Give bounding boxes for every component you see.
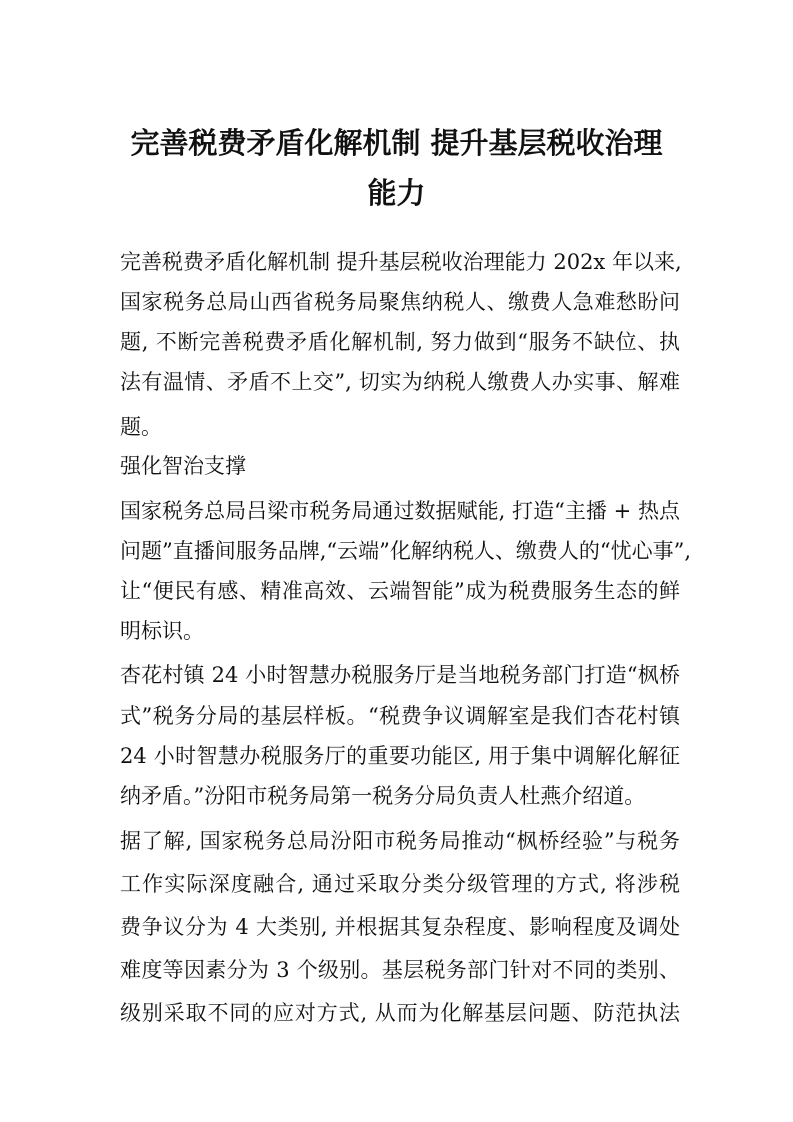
title-line: 能力 <box>367 176 426 210</box>
text-line: 题, 不断完善税费矛盾化解机制, 努力做到“服务不缺位、执 <box>120 330 680 354</box>
text-line: 问题”直播间服务品牌,“云端”化解纳税人、缴费人的“忧心事”, <box>120 539 692 563</box>
text-line: 纳矛盾。”汾阳市税务局第一税务分局负责人杜燕介绍道。 <box>120 784 646 808</box>
text-line: 式”税务分局的基层样板。“税费争议调解室是我们杏花村镇 <box>120 704 680 728</box>
text-line: 让“便民有感、精准高效、云端智能”成为税费服务生态的鲜 <box>120 579 680 603</box>
text-line: 完善税费矛盾化解机制 提升基层税收治理能力 202x 年以来, <box>120 250 682 274</box>
text-line: 据了解, 国家税务总局汾阳市税务局推动“枫桥经验”与税务 <box>120 829 680 853</box>
text-line: 明标识。 <box>120 619 204 643</box>
text-line: 题。 <box>120 415 162 439</box>
text-line: 国家税务总局吕梁市税务局通过数据赋能, 打造“主播 + 热点 <box>120 499 680 523</box>
title-line: 完善税费矛盾化解机制 提升基层税收治理 <box>130 126 663 160</box>
text-line: 国家税务总局山西省税务局聚焦纳税人、缴费人急难愁盼问 <box>120 290 680 314</box>
text-line: 法有温情、矛盾不上交”, 切实为纳税人缴费人办实事、解难 <box>120 370 680 394</box>
text-line: 杏花村镇 24 小时智慧办税服务厅是当地税务部门打造“枫桥 <box>120 663 680 687</box>
text-line: 级别采取不同的应对方式, 从而为化解基层问题、防范执法 <box>120 1001 680 1025</box>
text-line: 24 小时智慧办税服务厅的重要功能区, 用于集中调解化解征 <box>120 744 680 768</box>
section-heading: 强化智治支撑 <box>120 454 246 478</box>
text-line: 工作实际深度融合, 通过采取分类分级管理的方式, 将涉税 <box>120 872 680 896</box>
text-line: 费争议分为 4 大类别, 并根据其复杂程度、影响程度及调处 <box>120 915 680 939</box>
text-line: 难度等因素分为 3 个级别。基层税务部门针对不同的类别、 <box>120 958 680 982</box>
